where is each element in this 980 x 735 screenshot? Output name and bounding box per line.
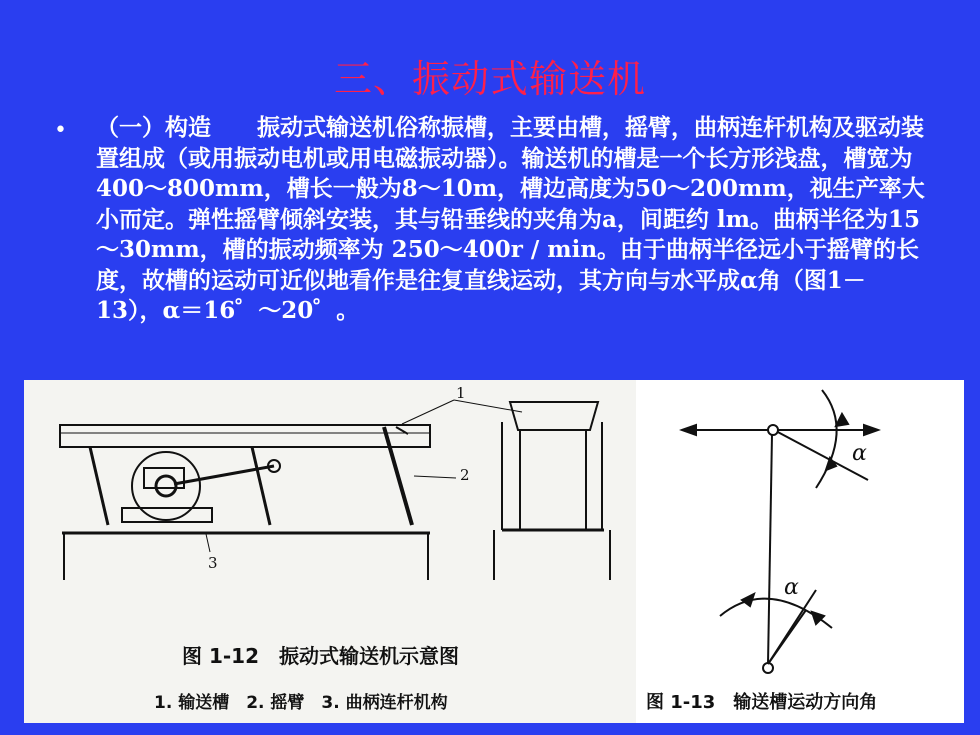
figure-1-12 bbox=[24, 380, 636, 723]
angle-diagram bbox=[636, 380, 964, 723]
svg-text:1 bbox=[456, 384, 466, 402]
bullet-mark: • bbox=[54, 118, 67, 143]
svg-text:3 bbox=[208, 554, 218, 572]
figure-1-13 bbox=[636, 380, 964, 723]
svg-text:α bbox=[852, 441, 867, 466]
label-2: 2 bbox=[460, 466, 470, 484]
svg-text:2 bbox=[460, 466, 470, 484]
figure-1-12-caption: 图 1-12 振动式输送机示意图 bbox=[182, 644, 460, 668]
body-paragraph: （一）构造 振动式输送机俗称振槽，主要由槽，摇臂，曲柄连杆机构及驱动装置组成（或用振动电机或用电磁振动器）。输送机的槽是一个长方形浅盘，槽宽为400～800mm，槽长一般为8～10m，槽边高度为50～200mm，视生产率大小而定。弹性摇臂倾斜安装，其与铅垂线的夹角为a，间距约 lm。曲柄半径为15～30mm，槽的振动频率为 250～400r / min。由于曲柄半径远小于摇臂的长度，故槽的运动可近似地看作是往复直线运动，其方向与水平成α角（图1－13），α＝16゜～20゜。 bbox=[96, 114, 925, 324]
figure-1-13-caption: 图 1-13 输送槽运动方向角 bbox=[646, 692, 878, 713]
alpha-top-label: α bbox=[852, 441, 867, 466]
figure-1-12-legend: 1. 输送槽 2. 摇臂 3. 曲柄连杆机构 bbox=[154, 693, 448, 713]
trough-shape bbox=[60, 425, 430, 447]
slide-title: 三、振动式输送机 bbox=[333, 57, 646, 101]
conveyor-diagram bbox=[24, 380, 636, 723]
alpha-bottom-label: α bbox=[784, 575, 799, 600]
label-1: 1 bbox=[456, 384, 466, 402]
svg-text:α bbox=[784, 575, 799, 600]
label-3: 3 bbox=[208, 554, 218, 572]
